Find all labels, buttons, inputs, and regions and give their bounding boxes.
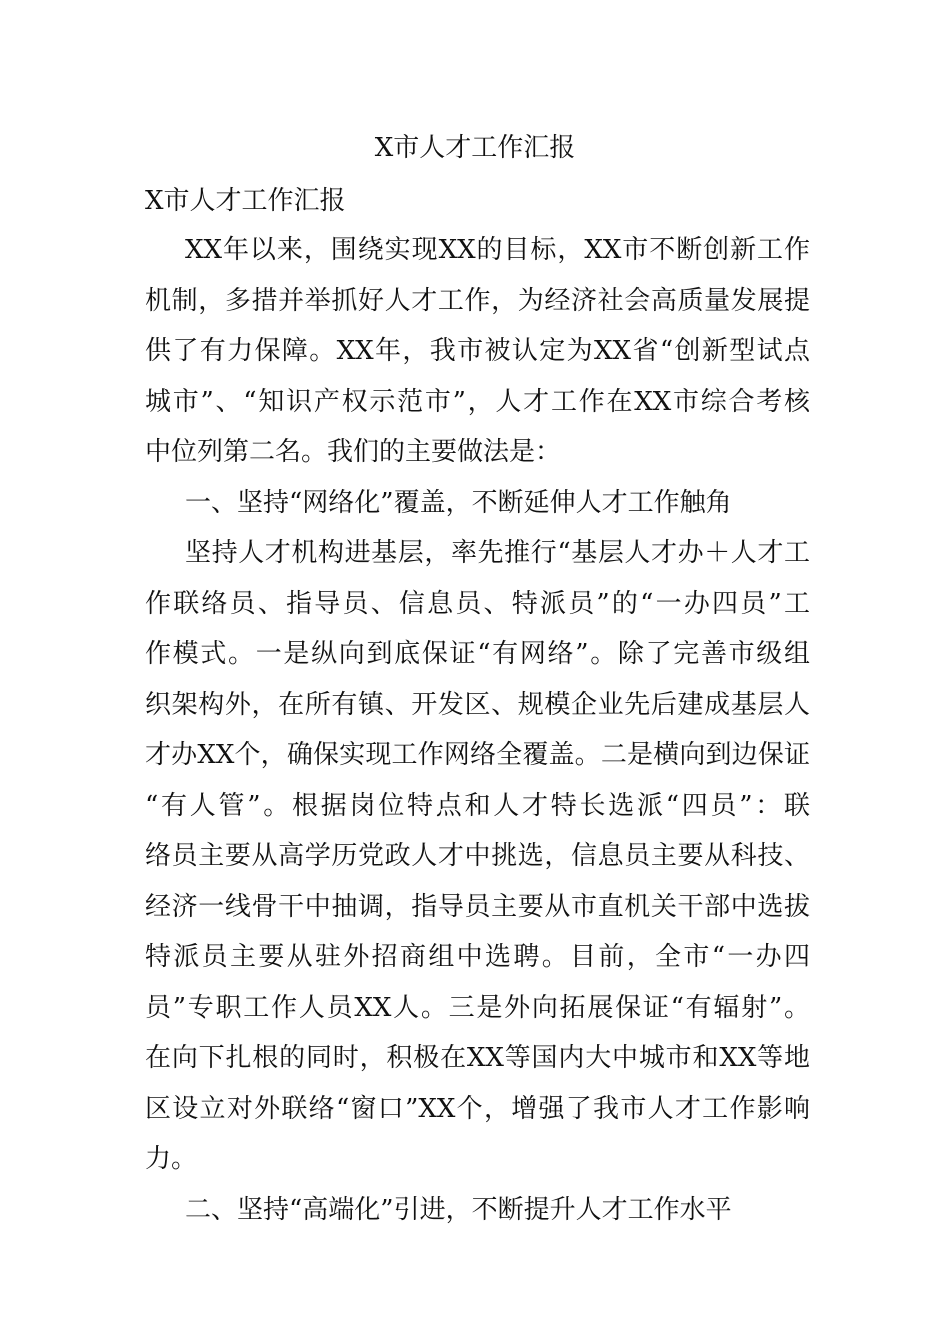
paragraph-line: 作模式。一是纵向到底保证“有网络”。除了完善市级组 xyxy=(145,639,810,669)
paragraph-line: 中位列第二名。我们的主要做法是： xyxy=(145,437,562,467)
paragraph-line: 经济一线骨干中抽调，指导员主要从市直机关干部中选拔 xyxy=(145,891,810,922)
document-title: X市人才工作汇报 xyxy=(374,133,576,163)
section-heading: 二、坚持“高端化”引进，不断提升人才工作水平 xyxy=(185,1194,732,1225)
document-subtitle: X市人才工作汇报 xyxy=(145,186,346,216)
paragraph-line: 作联络员、指导员、信息员、特派员”的“一办四员”工 xyxy=(145,588,810,619)
paragraph-line: 供了有力保障。XX年，我市被认定为XX省“创新型试点 xyxy=(145,336,810,366)
paragraph-line: 才办XX个，确保实现工作网络全覆盖。二是横向到边保证 xyxy=(145,740,810,770)
paragraph-line: “有人管”。根据岗位特点和人才特长选派“四员”：联 xyxy=(145,790,810,821)
document-body xyxy=(145,232,810,1242)
paragraph-line: 区设立对外联络“窗口”XX个，增强了我市人才工作影响 xyxy=(145,1093,810,1124)
paragraph-line: 力。 xyxy=(145,1144,198,1174)
paragraph-line: 机制，多措并举抓好人才工作，为经济社会高质量发展提 xyxy=(145,285,810,316)
paragraph-line: 城市”、“知识产权示范市”，人才工作在XX市综合考核 xyxy=(145,386,810,417)
paragraph-line: 络员主要从高学历党政人才中挑选，信息员主要从科技、 xyxy=(145,841,810,871)
paragraph-line: 坚持人才机构进基层，率先推行“基层人才办＋人才工 xyxy=(185,538,810,568)
paragraph-line: 织架构外，在所有镇、开发区、规模企业先后建成基层人 xyxy=(145,689,810,720)
paragraph-line: 特派员主要从驻外招商组中选聘。目前，全市“一办四 xyxy=(145,942,810,972)
section-heading: 一、坚持“网络化”覆盖，不断延伸人才工作触角 xyxy=(185,487,732,518)
paragraph-line: 员”专职工作人员XX人。三是外向拓展保证“有辐射”。 xyxy=(145,992,810,1023)
paragraph-line: XX年以来，围绕实现XX的目标，XX市不断创新工作 xyxy=(185,235,810,265)
paragraph-line: 在向下扎根的同时，积极在XX等国内大中城市和XX等地 xyxy=(145,1043,810,1073)
